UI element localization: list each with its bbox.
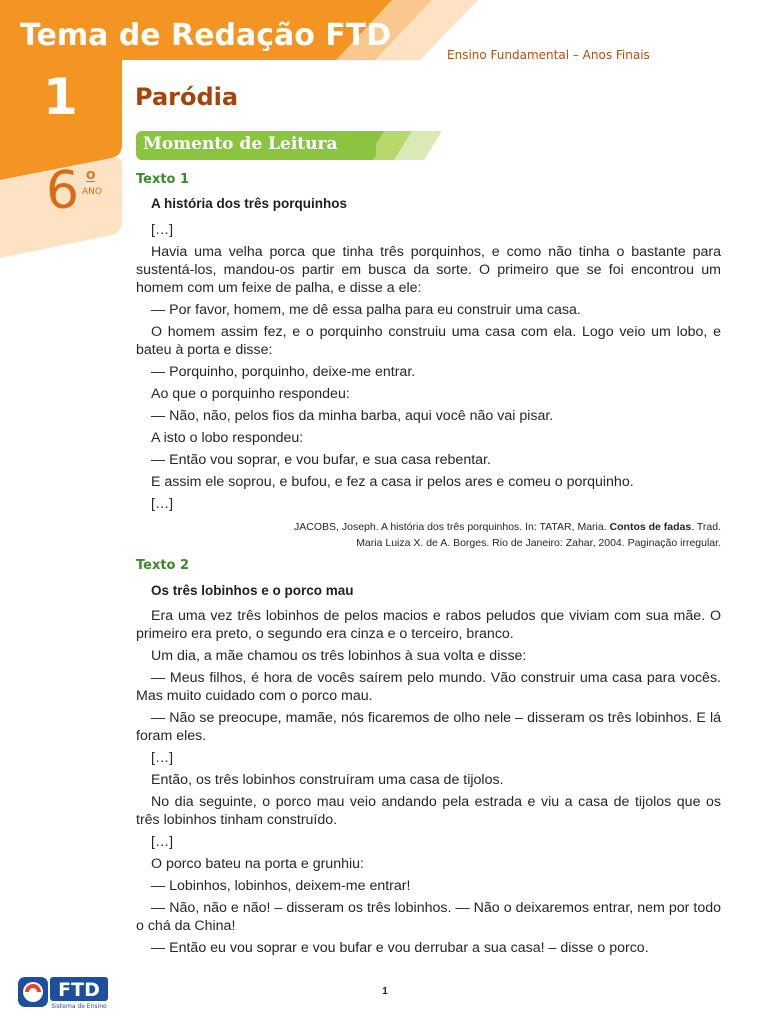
texto2-body — [136, 607, 721, 961]
texto2-paragraph: — Lobinhos, lobinhos, deixem-me entrar! — [151, 878, 411, 894]
series-subtitle: Ensino Fundamental – Anos Finais — [447, 48, 650, 62]
texto2-paragraph: […] — [151, 834, 174, 850]
chapter-number: 1 — [43, 68, 78, 126]
grade-number: 6 — [46, 161, 80, 221]
logo-subtext: Sistema de Ensino — [51, 1003, 107, 1009]
texto2-paragraph: — Então eu vou soprar e vou bufar e vou derrubar a sua casa! – disse o porco. — [151, 940, 649, 956]
page-number: 1 — [382, 986, 388, 997]
reference-line-2: Maria Luiza X. de A. Borges. Rio de Janeiro: Zahar, 2004. Paginação irregular. — [356, 537, 721, 549]
ftd-logo — [18, 975, 110, 1009]
texto2-paragraph: — Meus filhos, é hora de vocês saírem pelo mundo. Vão construir uma casa para vocês. Mas muito cuidado com o porco mau. — [136, 670, 721, 704]
texto1-paragraph: — Por favor, homem, me dê essa palha para eu construir uma casa. — [151, 302, 581, 318]
texto2-paragraph: Então, os três lobinhos construíram uma casa de tijolos. — [151, 772, 504, 788]
texto2-paragraph: — Não se preocupe, mamãe, nós ficaremos de olho nele – disseram os três lobinhos. E lá foram eles. — [136, 710, 721, 744]
grade-ordinal: O — [86, 169, 96, 182]
texto1-paragraph: — Então vou soprar, e vou bufar, e sua casa rebentar. — [151, 452, 491, 468]
texto2-title: Os três lobinhos e o porco mau — [151, 583, 354, 598]
texto1-label: Texto 1 — [136, 172, 190, 187]
texto2-paragraph: No dia seguinte, o porco mau veio andando pela estrada e viu a casa de tijolos que os três lobinhos tinham construído. — [136, 794, 721, 828]
texto2-paragraph: — Não, não e não! – disseram os três lobinhos. — Não o deixaremos entrar, nem por todo o chá da China! — [136, 900, 721, 934]
texto1-paragraph: A isto o lobo respondeu: — [151, 430, 304, 446]
texto1-paragraph: — Não, não, pelos fios da minha barba, aqui você não vai pisar. — [151, 408, 554, 424]
reference-line-1: JACOBS, Joseph. A história dos três porquinhos. In: TATAR, Maria. Contos de fadas. Trad. — [294, 521, 721, 533]
grade-unit: ANO — [82, 187, 102, 197]
texto1-paragraph: O homem assim fez, e o porquinho construiu uma casa com ela. Logo veio um lobo, e bateu à porta e disse: — [136, 324, 721, 358]
texto1-paragraph: Ao que o porquinho respondeu: — [151, 386, 350, 402]
header-title: Tema de Redação FTD — [20, 18, 392, 53]
texto2-paragraph: O porco bateu na porta e grunhiu: — [151, 856, 364, 872]
logo-text: FTD — [58, 979, 100, 1001]
texto1-paragraph: E assim ele soprou, e bufou, e fez a casa ir pelos ares e comeu o porquinho. — [151, 474, 634, 490]
texto2-paragraph: Era uma vez três lobinhos de pelos macios e rabos peludos que viviam com sua mãe. O primeiro era preto, o segundo era cinza e o terceiro, branco. — [136, 608, 721, 642]
section-label: Momento de Leitura — [143, 134, 338, 154]
texto1-paragraph: […] — [151, 496, 174, 512]
texto2-label: Texto 2 — [136, 558, 190, 573]
texto1-paragraph: Havia uma velha porca que tinha três porquinhos, e como não tinha o bastante para sustentá-los, mandou-os partir em busca da sorte. O primeiro que se foi encontrou um homem com um feixe de palha, e disse a ele: — [136, 244, 721, 296]
texto1-reference — [200, 519, 721, 551]
texto1-body — [136, 221, 721, 517]
texto2-paragraph: […] — [151, 750, 174, 766]
texto1-paragraph: — Porquinho, porquinho, deixe-me entrar. — [151, 364, 416, 380]
lesson-title: Paródia — [135, 83, 239, 111]
texto1-paragraph: […] — [151, 222, 174, 238]
texto2-paragraph: Um dia, a mãe chamou os três lobinhos à sua volta e disse: — [151, 648, 527, 664]
texto1-title: A história dos três porquinhos — [151, 196, 348, 211]
